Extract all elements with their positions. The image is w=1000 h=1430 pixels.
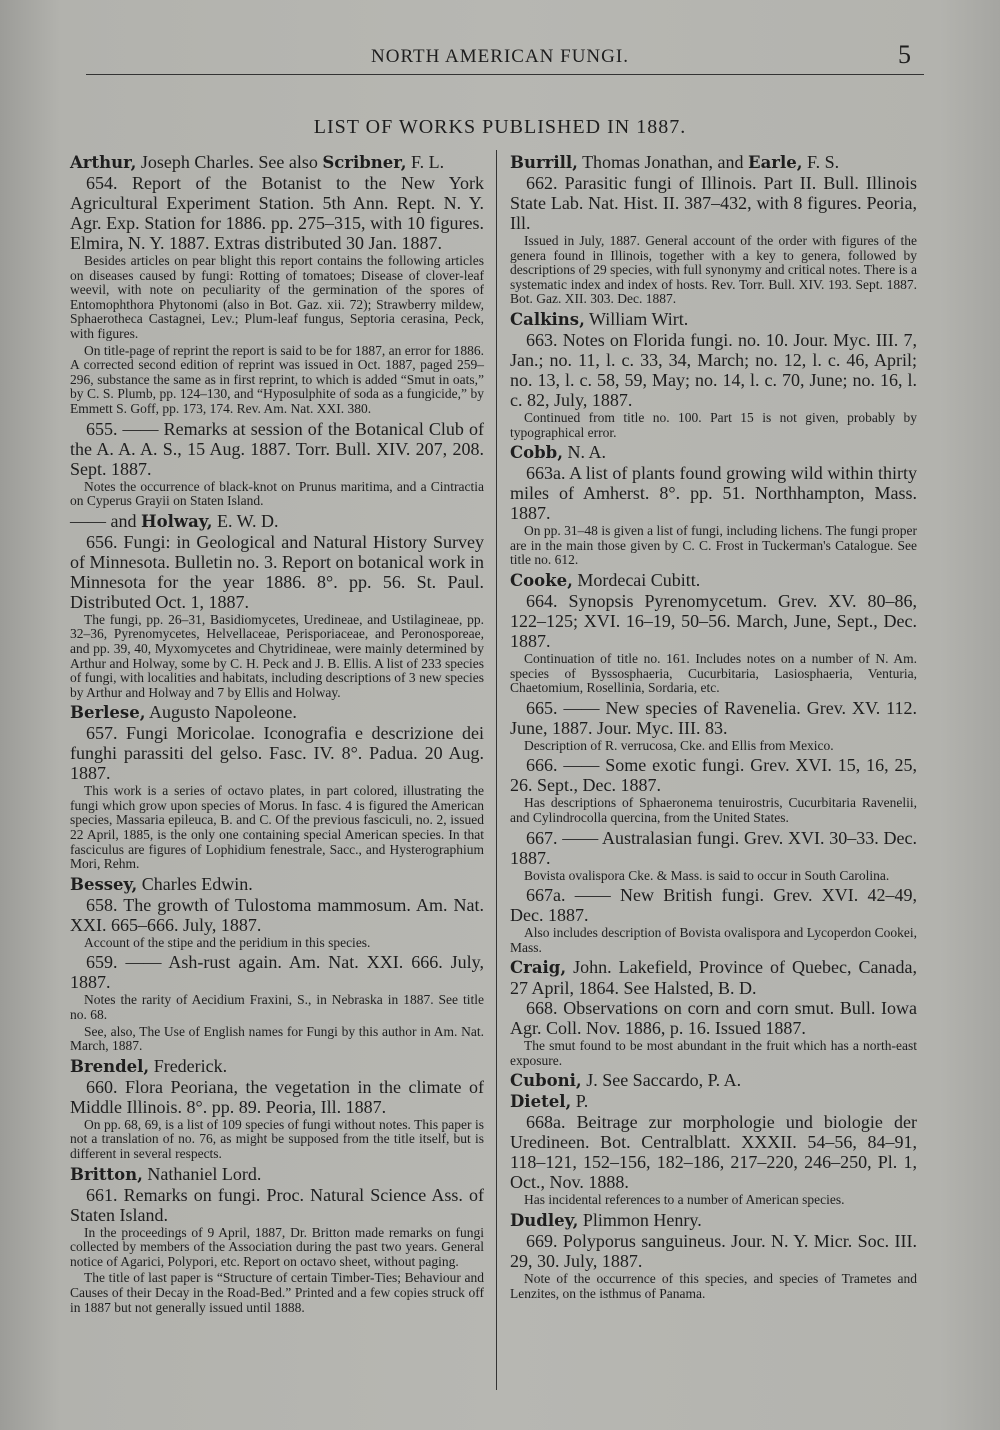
annotation-note: The fungi, pp. 26–31, Basidiomycetes, Uredineae, and Ustilagineae, pp. 32–36, Pyrenomycetes, Helvellaceae, Perisporiaceae, and Peronosporeae, and pp. 39, 40, Myxomycetes and Chytridineae, were mainly determined by Arthur and Holway, some by C. H. Peck and J. B. Ellis. A list of 233 species of fungi, with localities and habitats, including descriptions of 3 new species by Arthur and Holway and 7 by Ellis and Holway. [70,611,484,700]
author-heading [70,152,484,173]
author-heading [70,1164,484,1185]
author-name: Cobb, [510,443,563,463]
work-entry: 664. Synopsis Pyrenomycetum. Grev. XV. 80–86, 122–125; XVI. 16–19, 50–56. March, June, Sept., Dec. 1887. [510,590,917,651]
work-entry: 666. —— Some exotic fungi. Grev. XVI. 15, 16, 25, 26. Sept., Dec. 1887. [510,755,917,796]
author-detail: F. L. [406,152,445,172]
annotation-note: The title of last paper is “Structure of certain Timber-Ties; Behaviour and Causes of their Decay in the Road-Bed.” Printed and a few copies struck off in 1887 but not generally issued until 1888. [70,1270,484,1315]
work-entry: 660. Flora Peoriana, the vegetation in the climate of Middle Illinois. 8°. pp. 89. Peoria, Ill. 1887. [70,1076,484,1117]
work-entry: 657. Fungi Moricolae. Iconografia e descrizione dei funghi parassiti del gelso. Fasc. IV. 8°. Padua. 20 Aug. 1887. [70,723,484,784]
author-heading [510,570,917,591]
author-heading [510,442,917,463]
author-name: Craig, [510,958,567,978]
work-entry: 668. Observations on corn and corn smut. Bull. Iowa Agr. Coll. Nov. 1886, p. 16. Issued 1887. [510,998,917,1039]
column-divider [496,150,497,1390]
annotation-note: Note of the occurrence of this species, and species of Trametes and Lenzites, on the isthmus of Panama. [510,1271,917,1301]
author-detail: —— and [70,510,141,531]
annotation-note: Has descriptions of Sphaeronema tenuirostris, Cucurbitaria Ravenelii, and Cylindrocolla quercina, from the United States. [510,795,917,825]
work-entry: 658. The growth of Tulostoma mammosum. Am. Nat. XXI. 665–666. July, 1887. [70,894,484,935]
author-detail: Frederick. [149,1055,228,1076]
work-entry: 656. Fungi: in Geological and Natural History Survey of Minnesota. Bulletin no. 3. Report on botanical work in Minnesota for the year 1886. 8°. pp. 56. St. Paul. Distributed Oct. 1, 1887. [70,531,484,612]
running-head: NORTH AMERICAN FUNGI. [371,46,629,67]
list-title: LIST OF WORKS PUBLISHED IN 1887. [313,116,687,138]
author-heading [510,957,917,998]
annotation-note: Has incidental references to a number of American species. [524,1192,845,1208]
author-heading [510,309,917,330]
work-entry: 663a. A list of plants found growing wild within thirty miles of Amherst. 8°. pp. 51. Northhampton, Mass. 1887. [510,463,917,524]
author-name: Earle, [748,153,803,172]
author-name: Britton, [70,1164,143,1184]
author-detail: P. [571,1091,589,1112]
author-detail: Joseph Charles. See also [136,152,323,172]
work-entry: 668a. Beitrage zur morphologie und biologie der Uredineen. Bot. Centralblatt. XXXII. 54–56, 84–91, 118–121, 152–156, 182–186, 217–220, 246–250, Pl. 1, Oct., Nov. 1888. [510,1112,917,1193]
annotation-note: Issued in July, 1887. General account of the order with figures of the genera found in Illinois, together with a key to genera, followed by descriptions of 29 species, with full synonymy and critical notes. There is a systematic index and index of hosts. Rev. Torr. Bull. XIV. 193. Sept. 1887. Bot. Gaz. XII. 303. Dec. 1887. [510,233,917,307]
author-detail: N. A. [562,442,606,463]
header-rule [86,74,924,75]
annotation-note: Besides articles on pear blight this report contains the following articles on diseases caused by fungi: Rotting of tomatoes; Disease of clover-leaf weevil, with note on peculiarity of the germination of the spores of Entomophthora Phytonomi (also in Bot. Gaz. xii. 72); Strawberry mildew, Sphaerotheca Castagnei, Lev.; Plum-leaf fungus, Septoria cerasina, Peck, with figures. [70,253,484,341]
author-name: Arthur, [70,153,137,172]
annotation-note: Description of R. verrucosa, Cke. and Ellis from Mexico. [524,737,834,753]
annotation-note: The smut found to be most abundant in the fruit which has a north-east exposure. [510,1038,917,1068]
work-entry: 667a. —— New British fungi. Grev. XVI. 42–49, Dec. 1887. [510,885,917,926]
author-detail: F. S. [802,152,840,172]
annotation-note: On title-page of reprint the report is said to be for 1887, an error for 1886. A corrected second edition of reprint was issued in Oct. 1887, paged 259–296, substance the same as in first reprint, to which is added “Smut in oats,” by C. S. Plumb, pp. 124–130, and “Hyposulphite of soda as a fungicide,” by Emmett S. Goff, pp. 173, 174. Rev. Am. Nat. XXI. 380. [70,342,484,416]
author-name: Holway, [141,511,213,531]
page-number: 5 [898,40,911,69]
author-name: Dietel, [510,1092,572,1112]
left-column [70,152,484,1317]
work-entry: 669. Polyporus sanguineus. Jour. N. Y. Micr. Soc. III. 29, 30. July, 1887. [510,1231,917,1272]
right-column [510,152,917,1303]
author-heading [510,1091,917,1112]
author-name: Berlese, [70,703,146,723]
author-detail: Augusto Napoleone. [145,702,297,723]
annotation-note: Notes the occurrence of black-knot on Prunus maritima, and a Cintractia on Cyperus Grayii on Staten Island. [70,478,484,509]
annotation-note: See, also, The Use of English names for Fungi by this author in Am. Nat. March, 1887. [70,1023,484,1054]
work-entry: 661. Remarks on fungi. Proc. Natural Science Ass. of Staten Island. [70,1184,484,1225]
work-entry: 659. —— Ash-rust again. Am. Nat. XXI. 666. July, 1887. [70,952,484,993]
author-detail: E. W. D. [212,510,279,531]
author-detail: Thomas Jonathan, and [577,152,749,172]
author-heading [510,1210,917,1231]
annotation-note: Account of the stipe and the peridium in this species. [84,934,371,950]
author-name: Burrill, [510,153,578,172]
annotation-note: On pp. 31–48 is given a list of fungi, including lichens. The fungi proper are in the main those given by C. C. Frost in Tuckerman's Catalogue. See title no. 612. [510,523,917,568]
annotation-note: Bovista ovalispora Cke. & Mass. is said to occur in South Carolina. [524,867,890,883]
annotation-note: Continued from title no. 100. Part 15 is not given, probably by typographical error. [510,409,917,440]
author-name: Dudley, [510,1211,579,1231]
author-heading [70,1056,484,1077]
annotation-note: Notes the rarity of Aecidium Fraxini, S., in Nebraska in 1887. See title no. 68. [70,992,484,1023]
author-name: Scribner, [322,153,407,172]
author-heading [70,702,484,723]
author-detail: J. See Saccardo, P. A. [581,1070,742,1091]
author-detail: William Wirt. [584,308,689,329]
annotation-note: This work is a series of octavo plates, in part colored, illustrating the fungi which grow upon species of Morus. In fasc. 4 is figured the American species, Massaria epileuca, B. and C. Of the previous fasciculi, no. 2, issued 22 April, 1885, is the only one containing special American species. In that fasciculus are figures of Lophidium fenestrale, Sacc., and Hysterographium Mori, Rehm. [70,783,484,872]
author-heading [70,874,484,895]
work-entry: 667. —— Australasian fungi. Grev. XVI. 30–33. Dec. 1887. [510,827,917,868]
annotation-note: On pp. 68, 69, is a list of 109 species of fungi without notes. This paper is not a translation of no. 76, as might be supposed from the title itself, but is different in several respects. [70,1116,484,1161]
work-entry: 662. Parasitic fungi of Illinois. Part II. Bull. Illinois State Lab. Nat. Hist. II. 387–432, with 8 figures. Peoria, Ill. [510,173,917,233]
author-detail: John. Lakefield, Province of Quebec, Canada, 27 April, 1864. See Halsted, B. D. [510,957,917,999]
annotation-note: Continuation of title no. 161. Includes notes on a number of N. Am. species of Byssosphaeria, Cucurbitaria, Lasiosphaeria, Venturia, Chaetomium, Rosellinia, Sordaria, etc. [510,650,917,696]
author-heading [70,511,484,532]
author-name: Cooke, [510,570,573,590]
work-entry: 655. —— Remarks at session of the Botanical Club of the A. A. A. S., 15 Aug. 1887. Torr. Bull. XIV. 207, 208. Sept. 1887. [70,418,484,479]
work-entry: 665. —— New species of Ravenelia. Grev. XV. 112. June, 1887. Jour. Myc. III. 83. [510,697,917,738]
work-entry: 663. Notes on Florida fungi. no. 10. Jour. Myc. III. 7, Jan.; no. 11, l. c. 33, 34, March; no. 12, l. c. 46, April; no. 13, l. c. 58, 59, May; no. 14, l. c. 70, June; no. 16, l. c. 82, July, 1887. [510,329,917,410]
author-detail: Charles Edwin. [137,873,253,894]
author-name: Calkins, [510,309,585,329]
author-name: Bessey, [70,874,138,894]
work-entry: 654. Report of the Botanist to the New York Agricultural Experiment Station. 5th Ann. Rept. N. Y. Agr. Exp. Station for 1886. pp. 275–315, with 10 figures. Elmira, N. Y. 1887. Extras distributed 30 Jan. 1887. [70,173,484,253]
author-detail: Mordecai Cubitt. [572,569,701,590]
author-name: Cuboni, [510,1071,582,1091]
author-heading [510,152,917,173]
author-detail: Nathaniel Lord. [142,1163,262,1184]
annotation-note: In the proceedings of 9 April, 1887, Dr. Britton made remarks on fungi collected by members of the Association during the past two years. General notice of Agarici, Polypori, etc. Report on octavo sheet, without paging. [70,1224,484,1269]
author-name: Brendel, [70,1056,150,1076]
author-detail: Plimmon Henry. [578,1210,702,1231]
annotation-note: Also includes description of Bovista ovalispora and Lycoperdon Cookei, Mass. [510,925,917,955]
author-heading [510,1070,917,1091]
